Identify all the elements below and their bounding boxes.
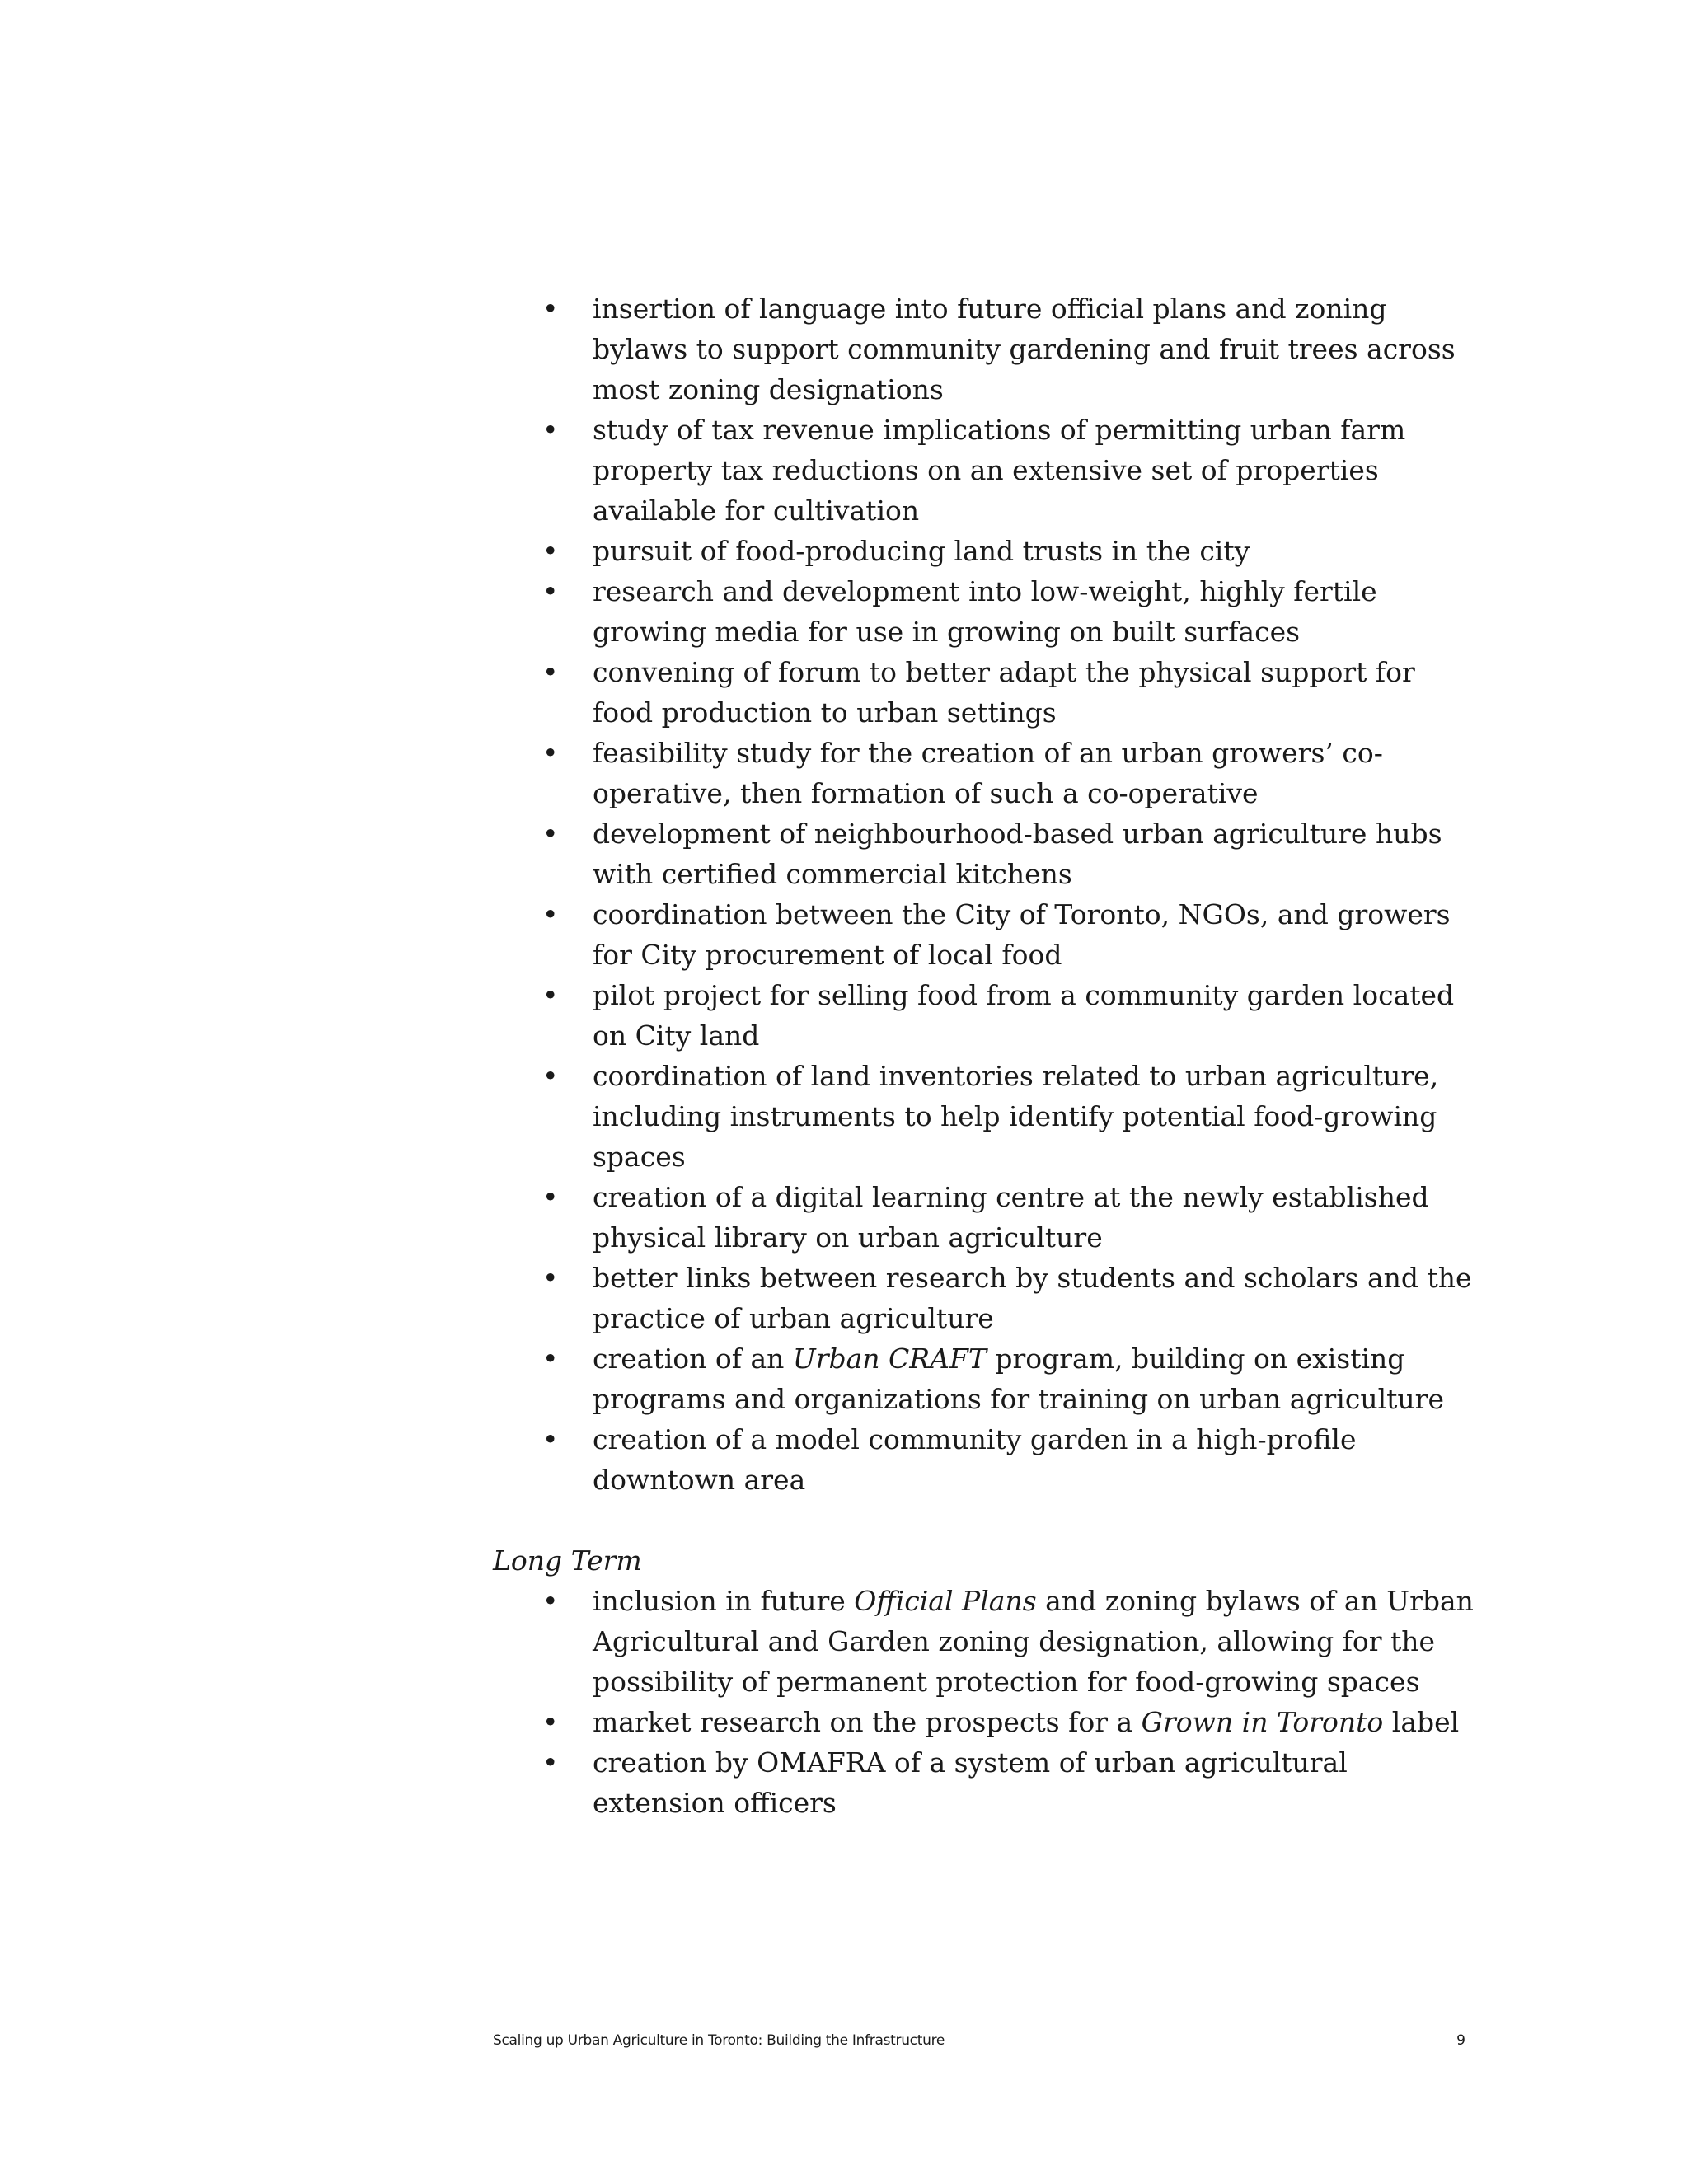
page-number: 9 — [1456, 2032, 1465, 2049]
list-item-text: coordination of land inventories related to urban agriculture, including instruments to help identify potential food-growing spaces — [593, 1060, 1439, 1173]
bullet-icon: • — [542, 818, 559, 850]
list-item-text: convening of forum to better adapt the physical support for food production to urban settings — [593, 656, 1415, 729]
bullet-icon: • — [542, 293, 559, 325]
bullet-icon: • — [542, 898, 559, 930]
footer-title: Scaling up Urban Agriculture in Toronto: Building the Infrastructure — [493, 2032, 945, 2049]
list-item-text-after: label — [1383, 1706, 1460, 1738]
list-item-text: research and development into low-weight, highly fertile growing media for use in growing on built surfaces — [593, 575, 1377, 648]
long-term-list — [493, 1581, 1482, 1823]
list-item — [493, 894, 1482, 975]
bullet-icon: • — [542, 575, 559, 607]
list-item — [493, 410, 1482, 531]
long-term-heading: Long Term — [493, 1544, 642, 1577]
bullet-icon: • — [542, 1585, 559, 1617]
list-item-grown-in-toronto — [493, 1702, 1482, 1742]
bullet-icon: • — [542, 1706, 559, 1738]
grown-in-toronto-emphasis: Grown in Toronto — [1141, 1706, 1384, 1738]
bullet-icon: • — [542, 1262, 559, 1294]
list-item-text: creation of a model community garden in a high-profile downtown area — [593, 1423, 1357, 1496]
list-item-text-before: market research on the prospects for a — [593, 1706, 1142, 1738]
bullet-icon: • — [542, 1060, 559, 1092]
urban-craft-emphasis: Urban CRAFT — [792, 1343, 987, 1375]
list-item — [493, 571, 1482, 652]
list-item — [493, 813, 1482, 894]
list-item — [493, 1056, 1482, 1177]
list-item — [493, 531, 1482, 571]
list-item-model-garden — [493, 1419, 1482, 1500]
bullet-icon: • — [542, 535, 559, 567]
list-item — [493, 288, 1482, 410]
list-item-text: coordination between the City of Toronto, NGOs, and growers for City procurement of local food — [593, 898, 1451, 971]
list-item-text: better links between research by students and scholars and the practice of urban agriculture — [593, 1262, 1472, 1334]
bullet-icon: • — [542, 656, 559, 688]
list-item-text: development of neighbourhood-based urban agriculture hubs with certified commercial kitchens — [593, 818, 1442, 890]
list-item — [493, 733, 1482, 813]
list-item — [493, 1177, 1482, 1258]
bullet-icon: • — [542, 1181, 559, 1213]
list-item-omafra — [493, 1742, 1482, 1823]
list-item-text-after: program, building on existing programs and organizations for training on urban agriculture — [593, 1343, 1444, 1415]
list-item-text: creation of a digital learning centre at the newly established physical library on urban agriculture — [593, 1181, 1429, 1254]
list-item-text: study of tax revenue implications of permitting urban farm property tax reductions on an extensive set of properties available for cultivation — [593, 414, 1406, 527]
list-item-urban-craft — [493, 1338, 1482, 1419]
list-item-text-before: inclusion in future — [593, 1585, 855, 1617]
list-item — [493, 1258, 1482, 1338]
list-item-text: creation by OMAFRA of a system of urban agricultural extension officers — [593, 1746, 1348, 1819]
page-content — [493, 288, 1482, 1823]
list-item-text-after: and zoning bylaws of an Urban Agricultural and Garden zoning designation, allowing for the possibility of permanent protection for food-growing spaces — [593, 1585, 1474, 1698]
bullet-icon: • — [542, 414, 559, 446]
list-item-text: insertion of language into future official plans and zoning bylaws to support community gardening and fruit trees across most zoning designations — [593, 293, 1456, 405]
short-term-list — [493, 288, 1482, 1500]
list-item-text: feasibility study for the creation of an urban growers’ co-operative, then formation of such a co-operative — [593, 737, 1383, 809]
list-item-official-plans — [493, 1581, 1482, 1702]
bullet-icon: • — [542, 1423, 559, 1455]
list-item-text: pilot project for selling food from a community garden located on City land — [593, 979, 1455, 1052]
list-item — [493, 652, 1482, 733]
list-item-text-before: creation of an — [593, 1343, 793, 1375]
bullet-icon: • — [542, 979, 559, 1011]
bullet-icon: • — [542, 1343, 559, 1375]
bullet-icon: • — [542, 737, 559, 769]
bullet-icon: • — [542, 1746, 559, 1779]
list-item — [493, 975, 1482, 1056]
official-plans-emphasis: Official Plans — [854, 1585, 1037, 1617]
list-item-text: pursuit of food-producing land trusts in the city — [593, 535, 1250, 567]
